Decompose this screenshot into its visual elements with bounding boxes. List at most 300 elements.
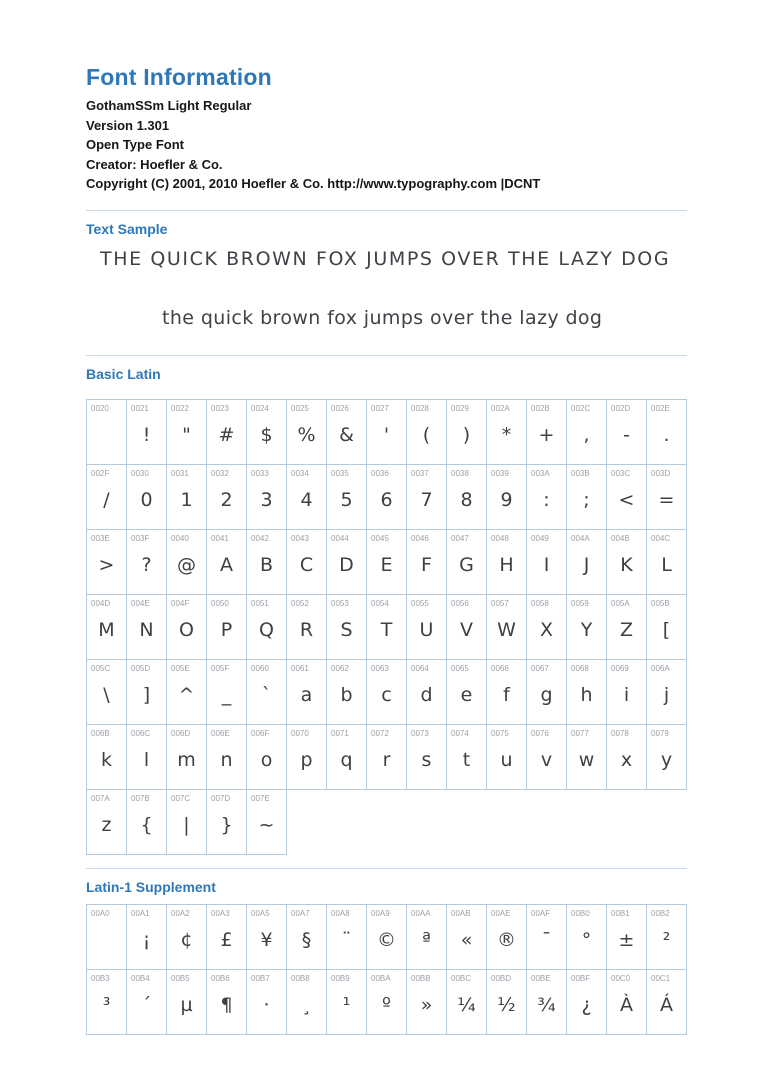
char-cell [86,399,127,465]
char-code-label: 0050 [211,598,229,608]
char-code-label: 007E [251,793,270,803]
char-code-label: 0057 [491,598,509,608]
char-code-label: 006A [651,663,670,673]
char-cell [246,529,287,595]
char-glyph: L [661,553,672,576]
char-cell [86,529,127,595]
char-glyph: ³ [102,993,111,1016]
char-code-label: 005D [131,663,151,673]
char-code-label: 0026 [331,403,349,413]
sample-lowercase: the quick brown fox jumps over the lazy dog [162,306,603,329]
char-cell [126,789,167,855]
char-code-label: 006D [171,728,191,738]
char-glyph: { [140,813,153,836]
char-cell [366,904,407,970]
char-cell [246,724,287,790]
char-glyph: @ [177,553,196,576]
char-code-label: 006B [91,728,110,738]
char-cell [246,399,287,465]
char-code-label: 0037 [411,468,429,478]
char-cell [566,594,607,660]
char-code-label: 00B5 [171,973,190,983]
section-divider [86,210,687,211]
text-sample-heading: Text Sample [86,220,168,237]
char-cell [126,904,167,970]
char-cell [446,464,487,530]
char-code-label: 0045 [371,533,389,543]
char-glyph: 3 [260,488,273,511]
char-cell [486,594,527,660]
char-glyph: p [300,748,313,771]
char-cell [566,724,607,790]
char-cell [406,464,447,530]
char-cell [446,969,487,1035]
char-code-label: 00A7 [291,908,310,918]
char-code-label: 007C [171,793,191,803]
char-code-label: 00B9 [331,973,350,983]
char-cell [366,464,407,530]
char-glyph: ¨ [341,928,352,951]
char-glyph: ] [142,683,151,706]
char-cell [446,529,487,595]
char-code-label: 00BB [411,973,431,983]
char-glyph: + [538,423,555,446]
char-code-label: 0063 [371,663,389,673]
char-code-label: 005A [611,598,630,608]
char-code-label: 002E [651,403,670,413]
char-cell [406,904,447,970]
char-cell [526,904,567,970]
char-code-label: 00B7 [251,973,270,983]
char-code-label: 0071 [331,728,349,738]
char-cell [166,659,207,725]
char-glyph: M [98,618,115,641]
char-glyph: ~ [258,813,275,836]
char-code-label: 0027 [371,403,389,413]
char-cell [246,904,287,970]
char-cell [606,724,647,790]
char-cell [566,969,607,1035]
char-cell [126,464,167,530]
char-cell [606,594,647,660]
char-code-label: 0032 [211,468,229,478]
char-grid-row [86,659,687,725]
char-cell [566,659,607,725]
char-code-label: 006E [211,728,230,738]
char-cell [406,969,447,1035]
char-cell [446,659,487,725]
char-cell [526,724,567,790]
char-cell [486,399,527,465]
char-code-label: 0046 [411,533,429,543]
char-cell [446,594,487,660]
section-divider [86,355,687,356]
basic-latin-grid [86,399,687,855]
char-glyph: D [339,553,354,576]
char-code-label: 00A0 [91,908,110,918]
char-cell [286,594,327,660]
char-glyph: d [420,683,433,706]
char-glyph [87,919,126,961]
char-code-label: 0052 [291,598,309,608]
char-glyph: u [500,748,513,771]
char-glyph: ! [142,423,151,446]
char-code-label: 0041 [211,533,229,543]
char-glyph: ® [497,928,516,951]
char-code-label: 00B4 [131,973,150,983]
char-cell [206,724,247,790]
char-glyph: i [623,683,630,706]
char-cell [326,969,367,1035]
char-code-label: 0044 [331,533,349,543]
char-cell [86,904,127,970]
char-glyph: h [580,683,593,706]
char-cell [206,594,247,660]
char-code-label: 0025 [291,403,309,413]
char-glyph: e [460,683,473,706]
char-cell [406,724,447,790]
char-code-label: 00A5 [251,908,270,918]
char-cell [126,969,167,1035]
char-glyph: _ [221,683,232,706]
char-cell [286,399,327,465]
char-code-label: 0067 [531,663,549,673]
char-cell [566,904,607,970]
char-glyph: ¹ [342,993,351,1016]
char-glyph: a [300,683,313,706]
char-cell [566,399,607,465]
char-glyph: / [103,488,110,511]
char-glyph: < [618,488,635,511]
char-glyph: · [263,993,270,1016]
char-code-label: 00AE [491,908,511,918]
char-code-label: 0075 [491,728,509,738]
char-grid-row [86,789,687,855]
char-cell [326,464,367,530]
char-cell [86,659,127,725]
char-cell [246,659,287,725]
char-grid-row [86,529,687,595]
char-code-label: 0043 [291,533,309,543]
char-cell [406,594,447,660]
char-code-label: 0068 [571,663,589,673]
char-code-label: 0036 [371,468,389,478]
char-cell [526,529,567,595]
char-cell [446,399,487,465]
char-code-label: 0033 [251,468,269,478]
char-glyph: & [339,423,354,446]
char-code-label: 0040 [171,533,189,543]
char-glyph: * [501,423,512,446]
char-cell [406,659,447,725]
char-glyph: ° [581,928,592,951]
char-glyph: . [663,423,670,446]
char-glyph: 9 [500,488,513,511]
char-code-label: 0055 [411,598,429,608]
char-glyph: 6 [380,488,393,511]
char-cell [366,724,407,790]
char-cell [606,529,647,595]
char-glyph: À [620,993,633,1016]
char-grid-row [86,724,687,790]
char-code-label: 0064 [411,663,429,673]
char-cell [406,529,447,595]
char-code-label: 0061 [291,663,309,673]
char-code-label: 005C [91,663,111,673]
char-code-label: 00A2 [171,908,190,918]
char-code-label: 0065 [451,663,469,673]
char-glyph: H [499,553,514,576]
char-cell [286,529,327,595]
char-cell [326,529,367,595]
char-code-label: 002F [91,468,110,478]
char-glyph: G [459,553,474,576]
char-glyph: ¯ [541,928,552,951]
char-code-label: 0062 [331,663,349,673]
char-glyph: x [620,748,633,771]
char-glyph: ` [261,683,272,706]
char-glyph: X [539,618,554,641]
char-code-label: 004C [651,533,671,543]
char-glyph: º [382,993,391,1016]
sample-uppercase: THE QUICK BROWN FOX JUMPS OVER THE LAZY DOG [100,247,671,270]
char-cell [646,464,687,530]
char-code-label: 0042 [251,533,269,543]
char-glyph: z [101,813,112,836]
char-glyph: ¿ [581,993,592,1016]
char-code-label: 00A8 [331,908,350,918]
char-cell [86,789,127,855]
char-code-label: 0069 [611,663,629,673]
char-code-label: 0066 [491,663,509,673]
char-code-label: 0054 [371,598,389,608]
page-title: Font Information [86,64,272,90]
char-cell [646,969,687,1035]
char-cell [566,529,607,595]
char-glyph: | [183,813,190,836]
char-glyph: ´ [141,993,152,1016]
char-code-label: 0048 [491,533,509,543]
char-glyph: ± [618,928,635,951]
char-cell [326,659,367,725]
char-glyph: ½ [497,993,516,1016]
char-cell [126,399,167,465]
char-cell [246,594,287,660]
font-copyright-line: Copyright (C) 2001, 2010 Hoefler & Co. http://www.typography.com |DCNT [86,176,541,191]
char-glyph: S [340,618,353,641]
char-cell [326,904,367,970]
char-cell [606,659,647,725]
char-cell [366,399,407,465]
char-glyph: 7 [420,488,433,511]
char-code-label: 00AA [411,908,431,918]
char-glyph: O [179,618,194,641]
char-glyph: ( [422,423,431,446]
page-content [86,64,687,1035]
char-code-label: 00AB [451,908,471,918]
char-code-label: 0060 [251,663,269,673]
char-glyph: P [220,618,233,641]
char-glyph: ¶ [220,993,233,1016]
char-code-label: 0079 [651,728,669,738]
char-code-label: 00BE [531,973,551,983]
char-glyph: £ [220,928,233,951]
char-glyph: ¥ [260,928,273,951]
char-glyph: , [583,423,590,446]
char-code-label: 003A [531,468,550,478]
char-glyph: n [220,748,233,771]
char-glyph: $ [260,423,273,446]
char-glyph: « [460,928,473,951]
char-cell [86,969,127,1035]
char-glyph: Á [660,993,673,1016]
char-code-label: 00B3 [91,973,110,983]
char-code-label: 00C1 [651,973,671,983]
char-cell [366,594,407,660]
char-code-label: 0020 [91,403,109,413]
char-code-label: 00BC [451,973,472,983]
char-glyph: ² [662,928,671,951]
char-glyph: = [658,488,675,511]
char-cell [166,594,207,660]
char-cell [606,969,647,1035]
char-code-label: 0072 [371,728,389,738]
char-cell [646,399,687,465]
char-code-label: 0029 [451,403,469,413]
section-divider [86,868,687,869]
char-glyph: c [381,683,392,706]
char-glyph: 5 [340,488,353,511]
char-cell [446,724,487,790]
char-code-label: 0076 [531,728,549,738]
char-code-label: 0024 [251,403,269,413]
char-code-label: 0058 [531,598,549,608]
char-code-label: 0047 [451,533,469,543]
char-cell [166,529,207,595]
char-code-label: 0049 [531,533,549,543]
char-cell [286,724,327,790]
char-code-label: 0030 [131,468,149,478]
char-cell [86,594,127,660]
char-glyph: 0 [140,488,153,511]
font-creator-line: Creator: Hoefler & Co. [86,156,223,172]
char-glyph: N [139,618,154,641]
char-code-label: 00BA [371,973,391,983]
char-glyph: v [540,748,553,771]
char-cell [166,969,207,1035]
char-code-label: 0056 [451,598,469,608]
char-glyph: # [218,423,235,446]
char-code-label: 0028 [411,403,429,413]
char-cell [206,904,247,970]
char-cell [646,724,687,790]
latin1-supplement-grid [86,904,687,1035]
char-code-label: 00B1 [611,908,630,918]
char-glyph: j [663,683,670,706]
char-glyph: Q [259,618,274,641]
char-glyph: r [382,748,391,771]
char-glyph: K [620,553,633,576]
char-glyph: [ [662,618,671,641]
char-glyph: l [143,748,150,771]
char-code-label: 003C [611,468,631,478]
char-code-label: 004A [571,533,590,543]
char-cell [286,969,327,1035]
char-cell [646,904,687,970]
char-glyph: % [297,423,316,446]
char-cell [526,594,567,660]
char-cell [646,659,687,725]
char-cell [126,724,167,790]
char-cell [486,969,527,1035]
char-cell [486,529,527,595]
char-cell [486,724,527,790]
char-cell [206,969,247,1035]
char-code-label: 005B [651,598,670,608]
char-cell [126,659,167,725]
char-glyph: Z [619,618,634,641]
char-code-label: 005E [171,663,190,673]
char-code-label: 00BD [491,973,512,983]
char-code-label: 0023 [211,403,229,413]
char-cell [166,399,207,465]
char-glyph: w [578,748,595,771]
char-code-label: 00B8 [291,973,310,983]
char-code-label: 00C0 [611,973,631,983]
char-cell [246,464,287,530]
char-cell [646,529,687,595]
char-cell [526,659,567,725]
char-glyph: ¸ [301,993,312,1016]
char-glyph: F [421,553,432,576]
char-glyph: f [503,683,510,706]
char-code-label: 004E [131,598,150,608]
char-glyph: \ [103,683,110,706]
char-glyph: T [380,618,393,641]
char-code-label: 0077 [571,728,589,738]
char-code-label: 004F [171,598,190,608]
char-code-label: 003E [91,533,110,543]
char-glyph: W [497,618,516,641]
char-glyph: > [98,553,115,576]
font-details [86,96,687,194]
char-code-label: 003B [571,468,590,478]
char-code-label: 0035 [331,468,349,478]
char-glyph: Y [580,618,593,641]
char-code-label: 002A [491,403,510,413]
char-cell [526,399,567,465]
char-glyph: - [623,423,630,446]
char-glyph: ; [583,488,590,511]
char-glyph: ) [462,423,471,446]
char-glyph: ¾ [537,993,556,1016]
char-glyph: 1 [180,488,193,511]
char-code-label: 0034 [291,468,309,478]
char-glyph: » [420,993,433,1016]
char-code-label: 00A3 [211,908,230,918]
char-cell [166,789,207,855]
char-glyph: µ [180,993,193,1016]
char-glyph: } [220,813,233,836]
char-code-label: 0031 [171,468,189,478]
char-code-label: 0059 [571,598,589,608]
char-cell [366,659,407,725]
char-code-label: 0039 [491,468,509,478]
char-glyph: g [540,683,553,706]
char-cell [366,529,407,595]
char-code-label: 00A1 [131,908,150,918]
char-glyph: ¼ [457,993,476,1016]
